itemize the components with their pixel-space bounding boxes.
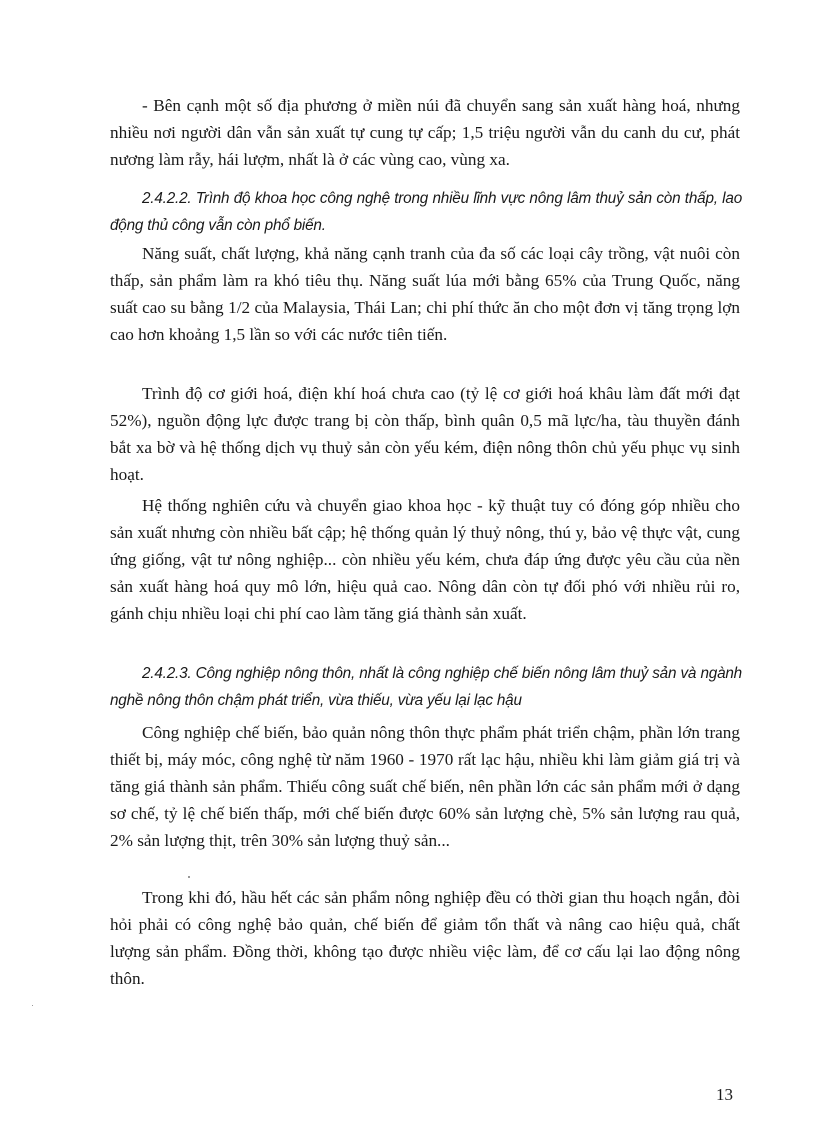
section-heading-2-4-2-3: 2.4.2.3. Công nghiệp nông thôn, nhất là công nghiệp chế biến nông lâm thuỷ sản và ngành nghề nông thôn chậm phát triển, vừa thiếu, vừa yếu lại lạc hậu	[110, 665, 742, 709]
paragraph-harvest-preservation: Trong khi đó, hầu hết các sản phẩm nông nghiệp đều có thời gian thu hoạch ngắn, đòi hỏi phải có công nghệ bảo quản, chế biến để giảm tổn thất và nâng cao hiệu quả, chất lượng sản phẩm. Đồng thời, không tạo được nhiều việc làm, để cơ cấu lại lao động nông thôn.	[110, 888, 740, 988]
paragraph-mountain-production: - Bên cạnh một số địa phương ở miền núi đã chuyển sang sản xuất hàng hoá, nhưng nhiều nơi người dân vẫn sản xuất tự cung tự cấp; 1,5 triệu người vẫn du canh du cư, phát nương làm rẫy, hái lượm, nhất là ở các vùng cao, vùng xa.	[110, 96, 740, 169]
scan-speck	[188, 876, 190, 878]
paragraph-research-transfer: Hệ thống nghiên cứu và chuyển giao khoa học - kỹ thuật tuy có đóng góp nhiều cho sản xuất nhưng còn nhiều bất cập; hệ thống quản lý thuỷ nông, thú y, bảo vệ thực vật, cung ứng giống, vật tư nông nghiệp... còn nhiều yếu kém, chưa đáp ứng được yêu cầu của nền sản xuất hàng hoá quy mô lớn, hiệu quả cao. Nông dân còn tự đối phó với nhiều rủi ro, gánh chịu nhiều loại chi phí cao làm tăng giá thành sản xuất.	[110, 496, 740, 623]
paragraph-mechanization: Trình độ cơ giới hoá, điện khí hoá chưa cao (tỷ lệ cơ giới hoá khâu làm đất mới đạt 52%), nguồn động lực được trang bị còn thấp, bình quân 0,5 mã lực/ha, tàu thuyền đánh bắt xa bờ và hệ thống dịch vụ thuỷ sản còn yếu kém, điện nông thôn chủ yếu phục vụ sinh hoạt.	[110, 384, 740, 484]
section-heading-2-4-2-2: 2.4.2.2. Trình độ khoa học công nghệ trong nhiều lĩnh vực nông lâm thuỷ sản còn thấp, lao động thủ công vẫn còn phổ biến.	[110, 190, 742, 234]
scan-speck	[32, 1005, 33, 1006]
paragraph-productivity: Năng suất, chất lượng, khả năng cạnh tranh của đa số các loại cây trồng, vật nuôi còn thấp, sản phẩm làm ra khó tiêu thụ. Năng suất lúa mới bằng 65% của Trung Quốc, năng suất cao su bằng 1/2 của Malaysia, Thái Lan; chi phí thức ăn cho một đơn vị tăng trọng lợn cao hơn khoảng 1,5 lần so với các nước tiên tiến.	[110, 244, 740, 344]
paragraph-processing-industry: Công nghiệp chế biến, bảo quản nông thôn thực phẩm phát triển chậm, phần lớn trang thiết bị, máy móc, công nghệ từ năm 1960 - 1970 rất lạc hậu, nhiều khi làm giảm giá trị và tăng giá thành sản phẩm. Thiếu công suất chế biến, nên phần lớn các sản phẩm mới ở dạng sơ chế, tỷ lệ chế biến thấp, mới chế biến được 60% sản lượng chè, 5% sản lượng rau quả, 2% sản lượng thịt, trên 30% sản lượng thuỷ sản...	[110, 723, 740, 850]
page-number: 13	[716, 1085, 733, 1104]
